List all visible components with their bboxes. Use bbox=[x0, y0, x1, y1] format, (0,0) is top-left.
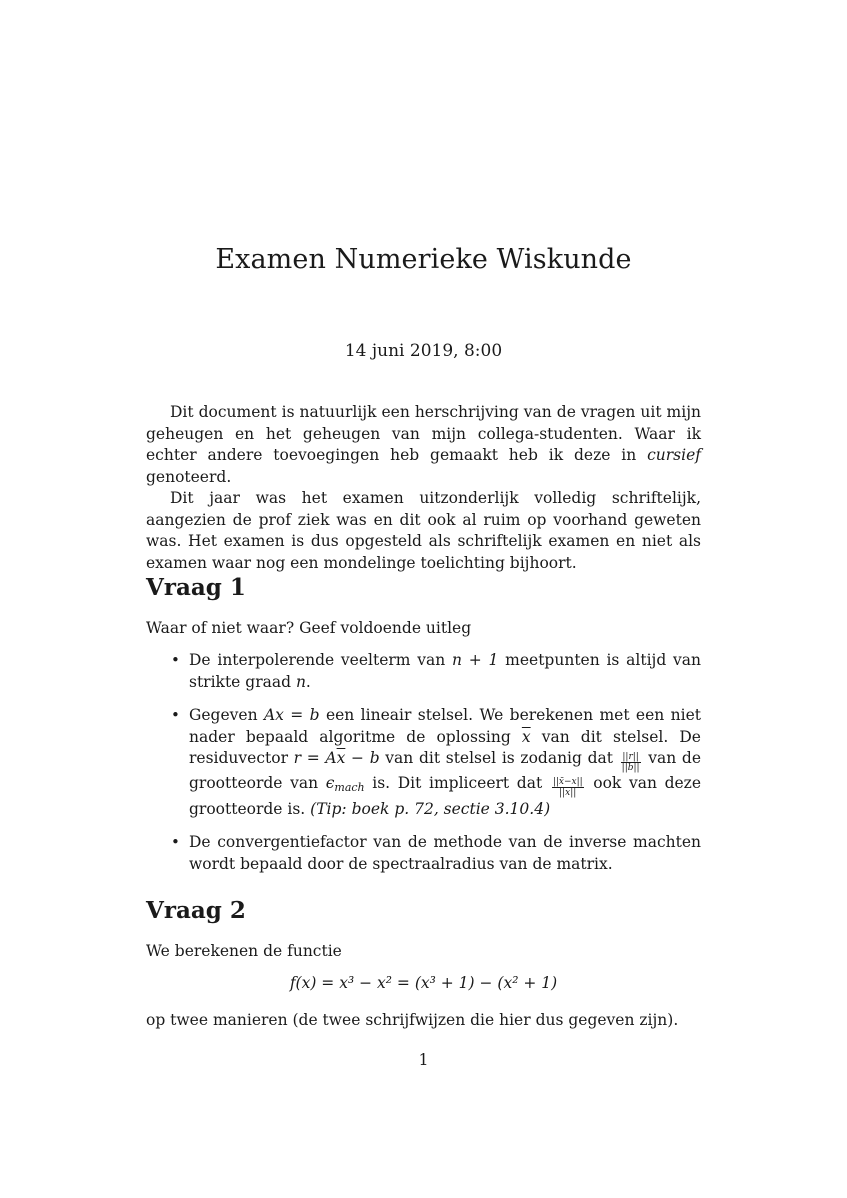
bullet-icon: • bbox=[171, 706, 180, 724]
heading-vraag-2: Vraag 2 bbox=[146, 897, 246, 924]
fraction-relative-error: $\frac{||x̄-x||}{||x||}$ bbox=[552, 777, 583, 798]
heading-vraag-1: Vraag 1 bbox=[146, 574, 246, 601]
fraction-residual: $\frac{||r||}{||b||}$ bbox=[621, 752, 640, 773]
function-equation: f(x) = x³ − x² = (x³ + 1) − (x² + 1) bbox=[289, 974, 558, 992]
vraag2-intro: We berekenen de functie bbox=[146, 942, 342, 960]
list-item: • De interpolerende veelterm van n + 1 meetpunten is altijd van strikte graad n. bbox=[171, 651, 702, 691]
document-date: 14 juni 2019, 8:00 bbox=[344, 341, 503, 361]
vraag1-statement-list bbox=[146, 650, 701, 887]
bullet-icon: • bbox=[171, 833, 180, 851]
intro-paragraph-1: Dit document is natuurlijk een herschrijving van de vragen uit mijn geheugen en het geheugen van mijn collega-studenten. Waar ik echter andere toevoegingen heb gemaakt heb ik deze in cursief genoteerd. bbox=[146, 403, 701, 486]
vraag2-after: op twee manieren (de twee schrijfwijzen die hier dus gegeven zijn). bbox=[146, 1011, 679, 1029]
vraag1-intro: Waar of niet waar? Geef voldoende uitleg bbox=[146, 619, 472, 637]
page-number: 1 bbox=[418, 1051, 429, 1069]
list-item: • Gegeven Ax = b een lineair stelsel. We berekenen met een niet nader bepaald algoritme de oplossing $\overline{x}$ van dit stelsel. De residuvector $r = A\overline{x} - b$ van dit stelsel is zodanig dat $\frac{||r||}{||b||}$ van de grootteorde van $\epsilon_{mach}$ is. Dit impliceert dat $\frac{||x̄-x||}{||x||}$ ook van deze grootteorde is. (Tip: boek p. 72, sectie 3.10.4) bbox=[171, 706, 702, 818]
emphasis-cursief: cursief bbox=[647, 446, 701, 464]
intro-paragraph-2: Dit jaar was het examen uitzonderlijk volledig schriftelijk, aangezien de prof ziek was en dit ook al ruim op voorhand geweten was. Het examen is dus opgesteld als schriftelijk examen en niet als examen waar nog een mondelinge toelichting bijhoort. bbox=[146, 489, 701, 572]
bullet-icon: • bbox=[171, 651, 180, 669]
document-title: Examen Numerieke Wiskunde bbox=[215, 244, 632, 275]
intro-section bbox=[146, 402, 701, 574]
list-item: • De convergentiefactor van de methode van de inverse machten wordt bepaald door de spectraalradius van de matrix. bbox=[171, 833, 701, 873]
tip-note: (Tip: boek p. 72, sectie 3.10.4) bbox=[310, 799, 551, 818]
